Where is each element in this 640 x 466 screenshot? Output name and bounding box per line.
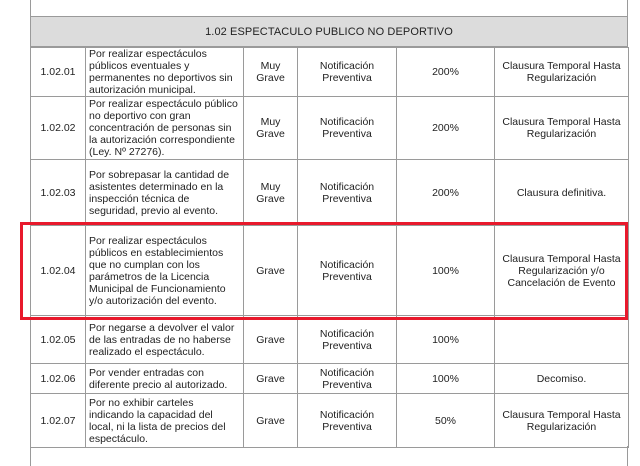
row-procedure: Notificación Preventiva (298, 394, 397, 448)
row-sanction: Clausura Temporal Hasta Regularización y/o Cancelación de Evento (495, 226, 629, 316)
row-percent: 200% (397, 48, 495, 97)
section-title: 1.02 ESPECTACULO PUBLICO NO DEPORTIVO (205, 25, 453, 38)
table-row (31, 97, 629, 160)
row-percent: 200% (397, 97, 495, 160)
row-description: Por negarse a devolver el valor de las entradas de no haberse realizado el espectáculo. (86, 316, 244, 364)
row-procedure: Notificación Preventiva (298, 316, 397, 364)
row-sanction: Clausura definitiva. (495, 160, 629, 226)
row-gravity: Muy Grave (244, 48, 298, 97)
row-procedure: Notificación Preventiva (298, 364, 397, 394)
row-code: 1.02.07 (31, 394, 86, 448)
row-sanction (495, 316, 629, 364)
row-sanction: Clausura Temporal Hasta Regularización (495, 48, 629, 97)
row-gravity: Grave (244, 364, 298, 394)
table-row (31, 48, 629, 97)
table-row (31, 394, 629, 448)
row-gravity: Grave (244, 226, 298, 316)
row-sanction: Clausura Temporal Hasta Regularización (495, 97, 629, 160)
row-description: Por vender entradas con diferente precio al autorizado. (86, 364, 244, 394)
row-description: Por sobrepasar la cantidad de asistentes determinado en la inspección técnica de seguridad, previo al evento. (86, 160, 244, 226)
row-gravity: Grave (244, 394, 298, 448)
row-procedure: Notificación Preventiva (298, 97, 397, 160)
bottom-right-border (627, 446, 628, 466)
row-procedure: Notificación Preventiva (298, 160, 397, 226)
row-description: Por realizar espectáculo público no deportivo con gran concentración de personas sin la autorización correspondiente (Ley. Nº 27276). (86, 97, 244, 160)
table-row (31, 160, 629, 226)
table-row (31, 364, 629, 394)
row-code: 1.02.04 (31, 226, 86, 316)
row-code: 1.02.06 (31, 364, 86, 394)
row-sanction: Clausura Temporal Hasta Regularización (495, 394, 629, 448)
row-percent: 50% (397, 394, 495, 448)
row-gravity: Grave (244, 316, 298, 364)
section-header (30, 16, 628, 47)
row-gravity: Muy Grave (244, 97, 298, 160)
row-description: Por realizar espectáculos públicos eventuales y permanentes no deportivos sin autorización municipal. (86, 48, 244, 97)
top-right-border (627, 0, 628, 16)
row-sanction: Decomiso. (495, 364, 629, 394)
bottom-left-border (30, 446, 31, 466)
row-code: 1.02.01 (31, 48, 86, 97)
row-gravity: Muy Grave (244, 160, 298, 226)
row-percent: 100% (397, 226, 495, 316)
row-description: Por realizar espectáculos públicos en establecimientos que no cumplan con los parámetros de la Licencia Municipal de Funcionamiento y/o autorización del evento. (86, 226, 244, 316)
table-row (31, 226, 629, 316)
infractions-table (30, 47, 629, 448)
row-percent: 100% (397, 364, 495, 394)
row-code: 1.02.02 (31, 97, 86, 160)
row-code: 1.02.03 (31, 160, 86, 226)
row-description: Por no exhibir carteles indicando la capacidad del local, ni la lista de precios del espectáculo. (86, 394, 244, 448)
top-left-border (30, 0, 31, 16)
row-procedure: Notificación Preventiva (298, 48, 397, 97)
row-procedure: Notificación Preventiva (298, 226, 397, 316)
row-percent: 100% (397, 316, 495, 364)
table-row (31, 316, 629, 364)
row-code: 1.02.05 (31, 316, 86, 364)
row-percent: 200% (397, 160, 495, 226)
